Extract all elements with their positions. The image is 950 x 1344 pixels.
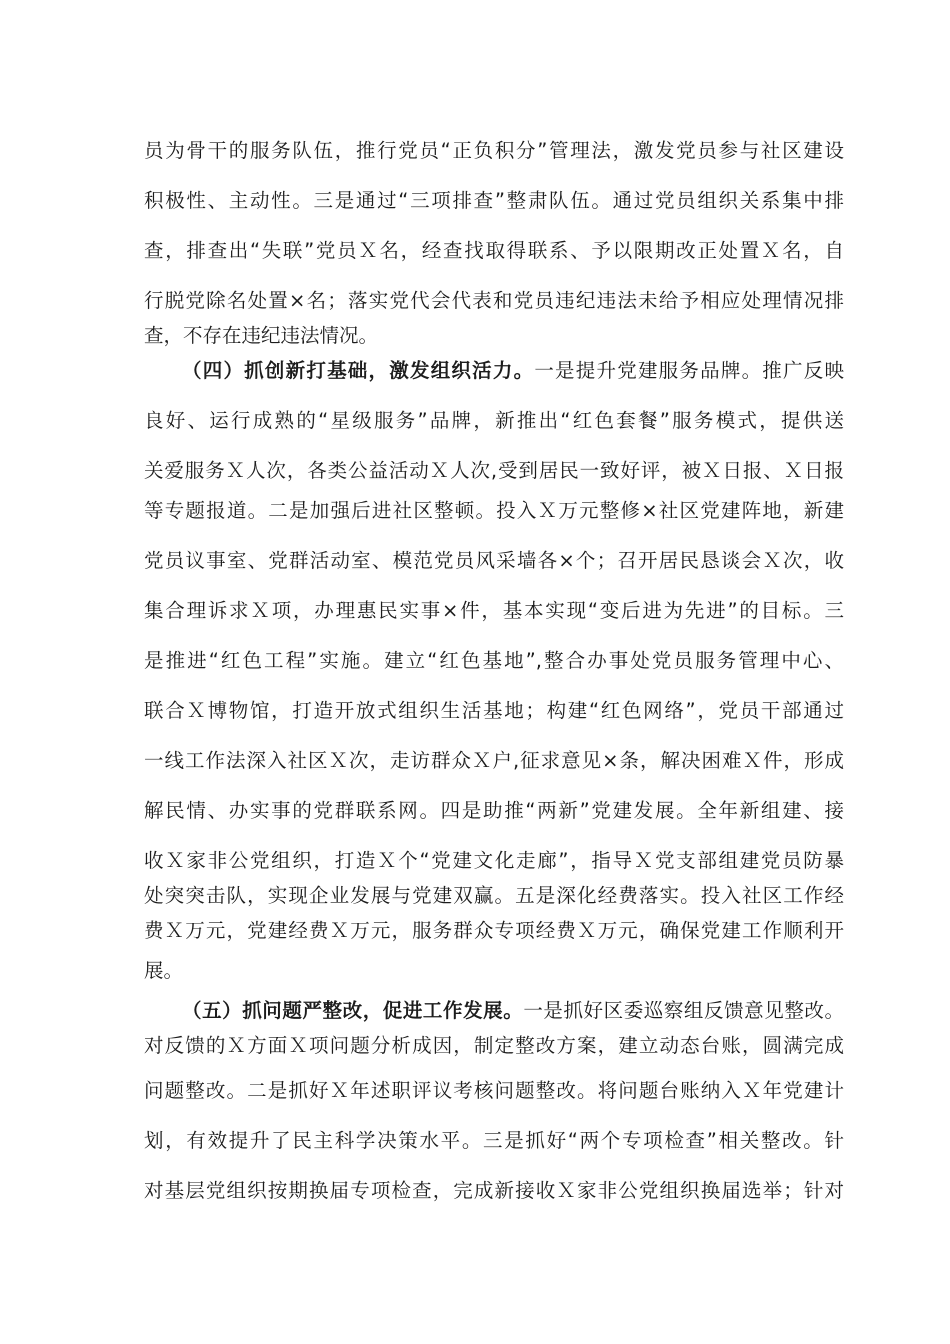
section-5-heading: （五）抓问题严整改，促进工作发展。: [182, 999, 524, 1022]
paragraph-line: 一线工作法深入社区Ｘ次，走访群众Ｘ户,征求意见×条，解决困难Ｘ件，形成: [144, 749, 844, 772]
paragraph-line: 积极性、主动性。三是通过“三项排查”整肃队伍。通过党员组织关系集中排: [144, 189, 844, 212]
section-5-first-line: [182, 996, 844, 1026]
paragraph-line: 查，不存在违纪违法情况。: [144, 324, 379, 347]
paragraph-line: 对反馈的Ｘ方面Ｘ项问题分析成因，制定整改方案，建立动态台账，圆满完成: [144, 1034, 844, 1057]
paragraph-line: 集合理诉求Ｘ项，办理惠民实事×件，基本实现“变后进为先进”的目标。三: [144, 599, 844, 622]
section-4-heading: （四）抓创新打基础，激发组织活力。: [182, 359, 535, 382]
paragraph-line: 处突突击队，实现企业发展与党建双赢。五是深化经费落实。投入社区工作经: [144, 884, 844, 907]
paragraph-line: 良好、运行成熟的“星级服务”品牌，新推出“红色套餐”服务模式，提供送: [144, 409, 844, 432]
paragraph-line: 是推进“红色工程”实施。建立“红色基地”,整合办事处党员服务管理中心、: [144, 649, 844, 672]
paragraph-line: 划，有效提升了民主科学决策水平。三是抓好“两个专项检查”相关整改。针: [144, 1129, 844, 1152]
paragraph-line: 等专题报道。二是加强后进社区整顿。投入Ｘ万元整修×社区党建阵地，新建: [144, 499, 844, 522]
paragraph-line: 查，排查出“失联”党员Ｘ名，经查找取得联系、予以限期改正处置Ｘ名，自: [144, 239, 844, 262]
paragraph-line: 问题整改。二是抓好Ｘ年述职评议考核问题整改。将问题台账纳入Ｘ年党建计: [144, 1079, 844, 1102]
paragraph-line: 行脱党除名处置×名；落实党代会代表和党员违纪违法未给予相应处理情况排: [144, 289, 844, 312]
paragraph-line: 党员议事室、党群活动室、模范党员风采墙各×个；召开居民恳谈会Ｘ次，收: [144, 549, 844, 572]
paragraph-line: 展。: [144, 959, 184, 982]
paragraph-line: 关爱服务Ｘ人次，各类公益活动Ｘ人次,受到居民一致好评，被Ｘ日报、Ｘ日报: [144, 459, 844, 482]
section-4-first-line: [182, 356, 844, 386]
section-5-text: 一是抓好区委巡察组反馈意见整改。: [523, 999, 844, 1022]
section-4-text: 一是提升党建服务品牌。推广反映: [534, 359, 844, 382]
paragraph-line: 收Ｘ家非公党组织，打造Ｘ个“党建文化走廊”，指导Ｘ党支部组建党员防暴: [144, 849, 844, 872]
paragraph-line: 员为骨干的服务队伍，推行党员“正负积分”管理法，激发党员参与社区建设: [144, 139, 844, 162]
paragraph-line: 解民情、办实事的党群联系网。四是助推“两新”党建发展。全年新组建、接: [144, 799, 844, 822]
paragraph-line: 费Ｘ万元，党建经费Ｘ万元，服务群众专项经费Ｘ万元，确保党建工作顺利开: [144, 919, 844, 942]
paragraph-line: 对基层党组织按期换届专项检查，完成新接收Ｘ家非公党组织换届选举；针对: [144, 1179, 844, 1202]
paragraph-line: 联合Ｘ博物馆，打造开放式组织生活基地；构建“红色网络”，党员干部通过: [144, 699, 844, 722]
